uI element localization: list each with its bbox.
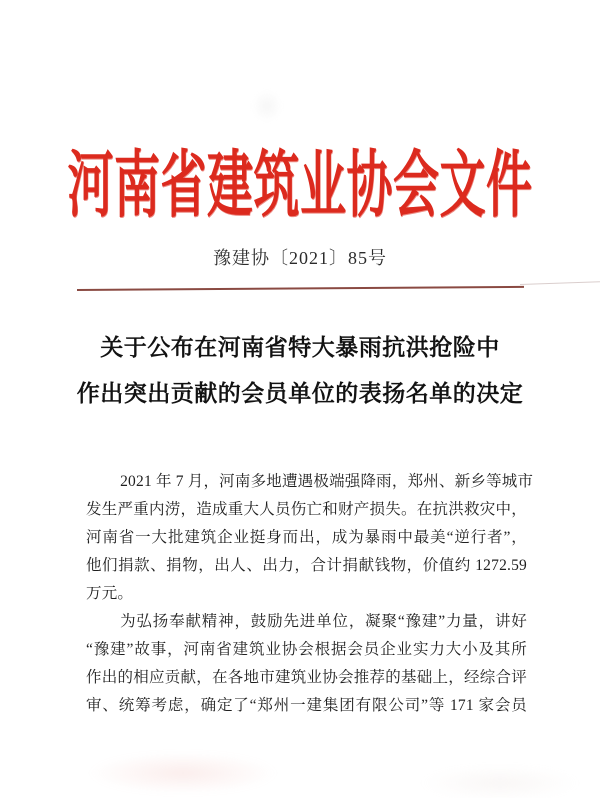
body-line: 审、统筹考虑，确定了“郑州一建集团有限公司”等 171 家会员 (86, 697, 527, 714)
scan-smudge (88, 752, 278, 794)
body-line: 为弘扬奉献精神，鼓励先进单位，凝聚“豫建”力量，讲好 (120, 613, 527, 630)
red-separator-line-faint-extension (520, 281, 600, 285)
body-line: 作出的相应贡献，在各地市建筑业协会推荐的基础上，经综合评 (86, 669, 527, 686)
letterhead-title: 河南省建筑业协会文件 (67, 145, 533, 226)
decision-title-line-1: 关于公布在河南省特大暴雨抗洪抢险中 (100, 335, 500, 360)
body-line: “豫建”故事，河南省建筑业协会根据会员企业实力大小及其所 (86, 641, 527, 658)
decision-title (0, 325, 600, 417)
decision-title-line-2: 作出突出贡献的会员单位的表扬名单的决定 (76, 381, 524, 406)
body-line: 他们捐款、捐物，出人、出力，合计捐献钱物，价值约 1272.59 (86, 557, 527, 574)
scan-smudge (252, 90, 282, 122)
body-line: 发生严重内涝，造成重大人员伤亡和财产损失。在抗洪救灾中， (86, 501, 527, 518)
document-number: 豫建协〔2021〕85号 (213, 248, 387, 268)
red-separator-line (77, 286, 524, 291)
body-line: 万元。 (86, 585, 134, 602)
body-line: 2021 年 7 月，河南多地遭遇极端强降雨，郑州、新乡等城市 (120, 473, 534, 490)
letterhead (0, 132, 600, 228)
scan-smudge (420, 765, 580, 798)
body-text (86, 468, 534, 720)
body-line: 河南省一大批建筑企业挺身而出，成为暴雨中最美“逆行者”， (86, 529, 527, 546)
